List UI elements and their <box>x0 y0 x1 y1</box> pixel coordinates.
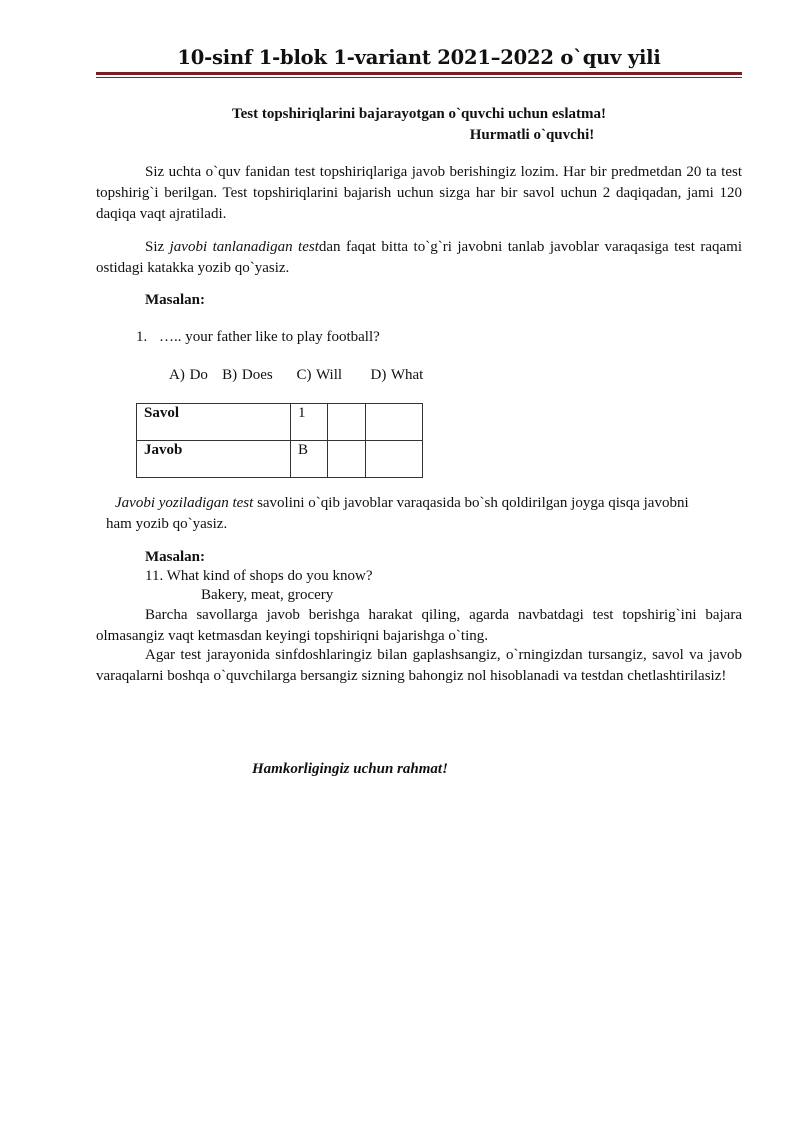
written-line-2: ham yozib qo`yasiz. <box>106 516 228 532</box>
notice-line-2: Hurmatli o`quvchi! <box>469 127 595 143</box>
table-cell-javob-label: Javob <box>137 441 291 478</box>
example-1-label: Masalan: <box>145 292 205 308</box>
table-cell-empty <box>328 441 366 478</box>
table-cell-savol-label: Savol <box>137 404 291 441</box>
table-cell-javob-value: B <box>291 441 328 478</box>
example-1-question-text: ….. your father like to play football? <box>159 329 380 345</box>
intro-paragraph: Siz uchta o`quv fanidan test topshiriqlariga javob berishingiz lozim. Har bir predmetdan 20 ta test topshirig`i berilgan. Test topshiriqlarini bajarish uchun sizga har bir savol uchun 2 daqiqadan, jami 120 daqiqa vaqt ajratiladi. <box>96 164 742 222</box>
table-row <box>137 441 423 478</box>
example-2-question: 11. What kind of shops do you know? <box>145 568 373 584</box>
choice-emphasis: javobi tanlanadigan test <box>169 239 319 255</box>
page-header-title: 10-sinf 1-blok 1-variant 2021–2022 o`quv yili <box>177 46 661 69</box>
choice-prefix: Siz <box>145 239 170 255</box>
header-rule-thin <box>96 77 742 78</box>
thanks-line: Hamkorligingiz uchun rahmat! <box>252 761 448 777</box>
table-row <box>137 404 423 441</box>
table-cell-empty <box>366 441 423 478</box>
example-2-label: Masalan: <box>145 549 205 565</box>
written-answer-paragraph <box>96 493 742 535</box>
choice-paragraph <box>96 237 742 279</box>
table-cell-savol-value: 1 <box>291 404 328 441</box>
attempt-all-paragraph: Barcha savollarga javob berishga harakat qiling, agarda navbatdagi test topshirig`ini bajara olmasangiz vaqt ketmasdan keyingi topshiriqni bajarishga o`ting. <box>96 607 742 644</box>
rules-paragraph: Agar test jarayonida sinfdoshlaringiz bilan gaplashsangiz, o`rningizdan tursangiz, savol va javob varaqalarni boshqa o`quvchilarga bersangiz sizning bahongiz nol hisoblanadi va testdan chetlashtirilasiz! <box>96 647 742 684</box>
header-rule-thick <box>96 72 742 75</box>
table-cell-empty <box>328 404 366 441</box>
notice-line-1: Test topshiriqlarini bajarayotgan o`quvchi uchun eslatma! <box>231 106 607 122</box>
written-line-1 <box>96 493 742 514</box>
example-1-options: A) Do B) Does C) Will D) What <box>169 367 424 383</box>
notice-heading <box>96 104 742 146</box>
example-1-number: 1. <box>136 329 148 345</box>
table-cell-empty <box>366 404 423 441</box>
choice-rest: dan faqat bitta to`g`ri javobni tanlab javoblar varaqasiga test raqami ostidagi katakka yozib qo`yasiz. <box>96 239 742 276</box>
example-1-question <box>136 329 380 346</box>
written-line-1-rest: savolini o`qib javoblar varaqasida bo`sh qoldirilgan joyga qisqa javobni <box>253 495 689 511</box>
answer-sheet-table <box>136 403 423 478</box>
written-emphasis: Javobi yoziladigan test <box>115 495 254 511</box>
example-2-answer: Bakery, meat, grocery <box>201 587 334 603</box>
